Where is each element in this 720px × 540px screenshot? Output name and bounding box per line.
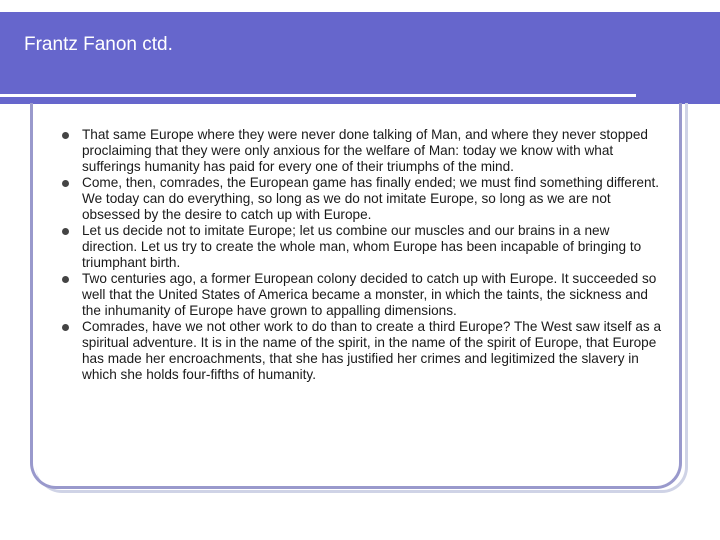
bullet-dot-icon <box>62 324 69 331</box>
bullet-item <box>62 223 662 271</box>
bullet-text: Comrades, have we not other work to do than to create a third Europe? The West saw itself as a spiritual adventure. It is in the name of the spirit, in the name of the spirit of Europe, that Europe has made her encroachments, that she has justified her crimes and legitimized the slavery in which she holds four-fifths of humanity. <box>82 319 662 382</box>
bullet-dot-icon <box>62 132 69 139</box>
bullet-text: Let us decide not to imitate Europe; let us combine our muscles and our brains in a new direction. Let us try to create the whole man, whom Europe has been incapable of bringing to triumphant birth. <box>82 223 642 270</box>
bullet-item <box>62 319 662 383</box>
bullet-text: Come, then, comrades, the European game has finally ended; we must find something different. We today can do everything, so long as we do not imitate Europe, so long as we are not obsessed by the desire to catch up with Europe. <box>82 175 660 222</box>
bullet-text: Two centuries ago, a former European colony decided to catch up with Europe. It succeeded so well that the United States of America became a monster, in which the taints, the sickness and the inhumanity of Europe have grown to appalling dimensions. <box>82 271 657 318</box>
bullet-text: That same Europe where they were never done talking of Man, and where they never stopped proclaiming that they were only anxious for the welfare of Man: today we know with what sufferings humanity has paid for every one of their triumphs of the mind. <box>82 127 648 174</box>
slide-title: Frantz Fanon ctd. <box>24 34 173 55</box>
title-underline <box>0 94 636 97</box>
bullet-item <box>62 271 662 319</box>
bullet-list <box>62 127 662 383</box>
bullet-dot-icon <box>62 180 69 187</box>
bullet-dot-icon <box>62 228 69 235</box>
bullet-item <box>62 127 662 175</box>
bullet-item <box>62 175 662 223</box>
bullet-dot-icon <box>62 276 69 283</box>
title-band <box>0 12 720 104</box>
